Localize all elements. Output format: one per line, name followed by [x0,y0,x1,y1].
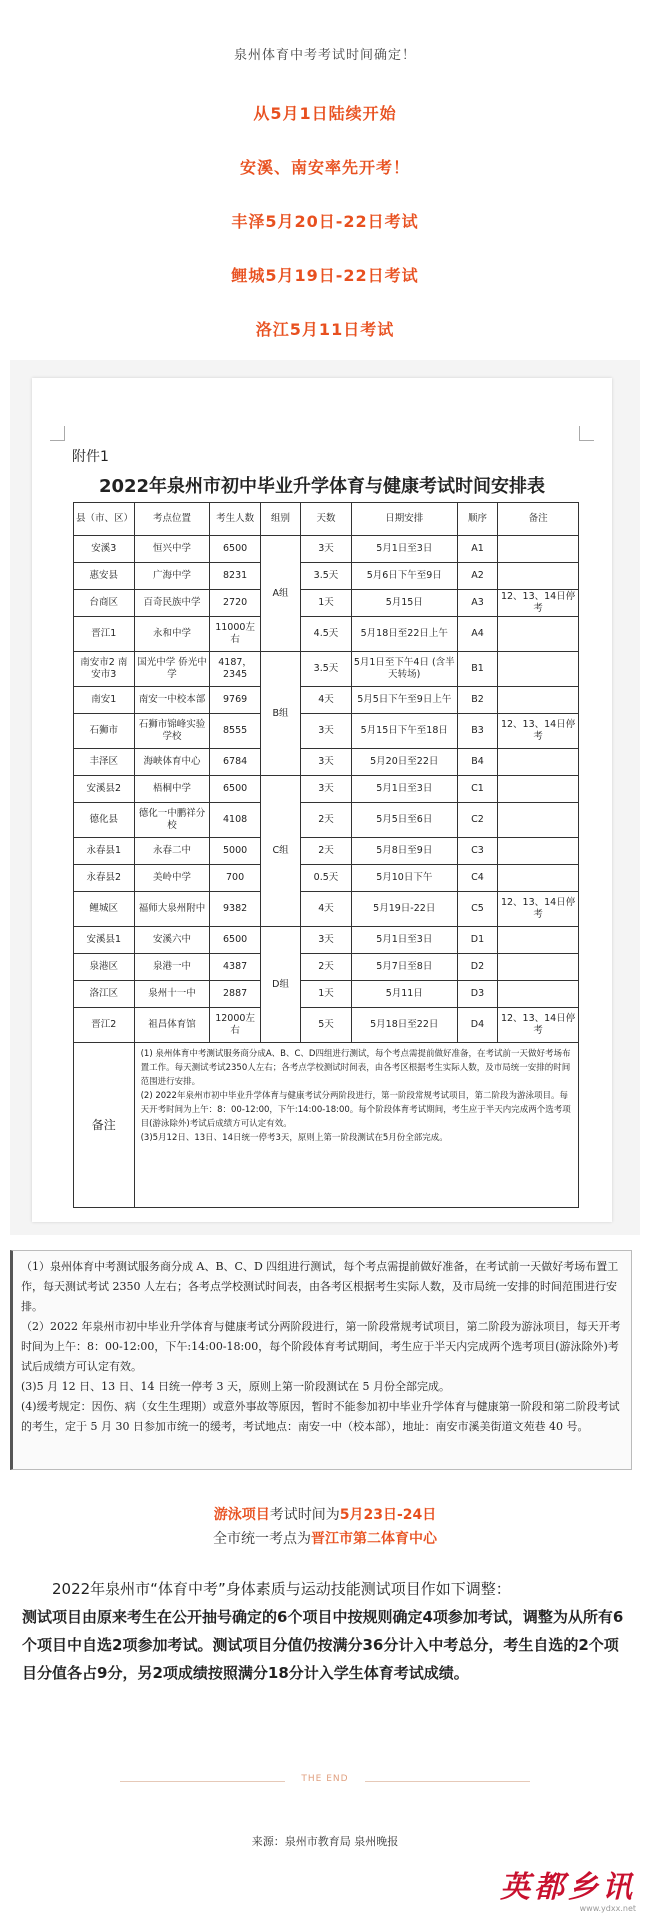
days-cell: 3.5天 [301,652,352,687]
col-header: 考生人数 [210,503,261,536]
county-cell: 安溪县2 [74,776,135,803]
document-page [32,378,612,1222]
headline-4: 鲤城5月19日-22日考试 [231,266,419,285]
table-row [74,590,579,617]
table-row [74,927,579,954]
table-row [74,838,579,865]
headline-3: 丰泽5月20日-22日考试 [231,212,419,231]
count-cell: 9769 [210,687,261,714]
count-cell: 9382 [210,892,261,927]
swim-label: 考试时间为 [269,1507,340,1523]
intro-text: 泉州体育中考考试时间确定！ [233,48,416,63]
count-cell: 700 [210,865,261,892]
group-cell: D组 [260,927,300,1043]
county-cell: 台商区 [74,590,135,617]
notes-box [10,1250,632,1470]
order-cell: A2 [457,563,497,590]
table-row [74,617,579,652]
date-cell: 5月6日下午至9日 [351,563,457,590]
date-cell: 5月1日至下午4日 (含半天转场) [351,652,457,687]
group-cell: A组 [260,536,300,652]
swim-venue: 晋江市第二体育中心 [311,1531,437,1547]
corner-mark [579,426,594,441]
order-cell: C5 [457,892,497,927]
table-row [74,687,579,714]
date-cell: 5月5日至6日 [351,803,457,838]
county-cell: 丰泽区 [74,749,135,776]
site-cell: 泉港一中 [134,954,210,981]
table-row [74,865,579,892]
count-cell: 2720 [210,590,261,617]
count-cell: 5000 [210,838,261,865]
note-cell [498,776,579,803]
days-cell: 5天 [301,1008,352,1043]
date-cell: 5月11日 [351,981,457,1008]
site-cell: 恒兴中学 [134,536,210,563]
date-cell: 5月19日-22日 [351,892,457,927]
days-cell: 4.5天 [301,617,352,652]
date-cell: 5月1日至3日 [351,927,457,954]
county-cell: 德化县 [74,803,135,838]
end-divider [120,1774,530,1788]
col-header: 组别 [260,503,300,536]
table-row [74,892,579,927]
table-row [74,652,579,687]
note-cell [498,838,579,865]
table-row [74,563,579,590]
date-cell: 5月1日至3日 [351,776,457,803]
order-cell: B3 [457,714,497,749]
county-cell: 鲤城区 [74,892,135,927]
order-cell: B4 [457,749,497,776]
site-cell: 永春二中 [134,838,210,865]
note-cell [498,536,579,563]
order-cell: A3 [457,590,497,617]
table-row [74,776,579,803]
col-header: 备注 [498,503,579,536]
order-cell: D4 [457,1008,497,1043]
note-cell: 12、13、14日停考 [498,590,579,617]
note-item: （2）2022 年泉州市初中毕业升学体育与健康考试分两阶段进行，第一阶段常规考试项目，第二阶段为游泳项目，每天开考时间为上午：8：00-12:00，下午:14:00-18:00，每个阶段体育考试期间，考生应于半天内完成两个选考项目(游泳除外)考试后成绩方可认定有效。 [21,1320,621,1373]
logo-url: www.ydxx.net [579,1904,636,1913]
days-cell: 3天 [301,749,352,776]
note-cell [498,749,579,776]
days-cell: 3天 [301,776,352,803]
date-cell: 5月1日至3日 [351,536,457,563]
note-cell [498,927,579,954]
days-cell: 1天 [301,590,352,617]
site-cell: 德化一中鹏祥分校 [134,803,210,838]
note-cell [498,865,579,892]
note-cell [498,954,579,981]
table-row [74,803,579,838]
date-cell: 5月8日至9日 [351,838,457,865]
group-cell: B组 [260,652,300,776]
note-cell [498,687,579,714]
note-cell [498,563,579,590]
remark-row [74,1043,579,1208]
days-cell: 3天 [301,927,352,954]
table-row [74,714,579,749]
remark-line: (3)5月12日、13日、14日统一停考3天，原则上第一阶段测试在5月份全部完成。 [140,1133,448,1143]
headline-2: 安溪、南安率先开考！ [239,158,410,177]
site-cell: 石狮市锦峰实验学校 [134,714,210,749]
site-cell: 祖昌体育馆 [134,1008,210,1043]
count-cell: 2887 [210,981,261,1008]
date-cell: 5月15日 [351,590,457,617]
count-cell: 8231 [210,563,261,590]
site-cell: 国光中学 侨光中学 [134,652,210,687]
adjust-detail: 测试项目由原来考生在公开抽号确定的6个项目中按规则确定4项参加考试，调整为从所有6个项目中自选2项参加考试。测试项目分值仍按满分36分计入中考总分，考生自选的2个项目分值各占9分，另2项成绩按照满分18分计入学生体育考试成绩。 [22,1608,624,1682]
order-cell: A1 [457,536,497,563]
date-cell: 5月10日下午 [351,865,457,892]
table-row [74,536,579,563]
swim-info [0,1503,650,1551]
document-title: 2022年泉州市初中毕业升学体育与健康考试时间安排表 [98,476,546,497]
count-cell: 4187， 2345 [210,652,261,687]
site-cell: 海峡体育中心 [134,749,210,776]
table-row [74,981,579,1008]
schedule-document-image [10,360,640,1235]
count-cell: 12000左右 [210,1008,261,1043]
days-cell: 3天 [301,714,352,749]
note-cell: 12、13、14日停考 [498,714,579,749]
site-cell: 广海中学 [134,563,210,590]
count-cell: 11000左右 [210,617,261,652]
swim-item: 游泳项目 [213,1507,270,1523]
order-cell: C1 [457,776,497,803]
col-header: 天数 [301,503,352,536]
adjustment-paragraph [22,1575,628,1687]
site-cell: 福师大泉州附中 [134,892,210,927]
table-row [74,954,579,981]
headline-5: 洛江5月11日考试 [255,320,395,339]
remark-label: 备注 [74,1043,135,1208]
source-credit: 来源：泉州市教育局 泉州晚报 [251,1835,399,1848]
days-cell: 2天 [301,838,352,865]
county-cell: 惠安县 [74,563,135,590]
site-cell: 永和中学 [134,617,210,652]
order-cell: C2 [457,803,497,838]
note-item: (4)缓考规定：因伤、病（女生生理期）或意外事故等原因，暂时不能参加初中毕业升学体育与健康第一阶段和第二阶段考试的考生，定于 5 月 30 日参加市统一的缓考，考试地点：南安一中（校本部），地址：南安市溪美街道文苑巷 40 号。 [21,1400,620,1433]
days-cell: 2天 [301,803,352,838]
table-header-row [74,503,579,536]
col-header: 县（市、区） [74,503,135,536]
note-item: （1）泉州体育中考测试服务商分成 A、B、C、D 四组进行测试，每个考点需提前做好准备，在考试前一天做好考场布置工作，每天测试考试 2350 人左右；各考点学校测试时间表，由各考区根据考生实际人数，及市局统一安排的时间范围进行安排。 [21,1260,619,1313]
county-cell: 泉港区 [74,954,135,981]
county-cell: 南安1 [74,687,135,714]
county-cell: 南安市2 南安市3 [74,652,135,687]
county-cell: 永春县1 [74,838,135,865]
order-cell: C3 [457,838,497,865]
site-cell: 安溪六中 [134,927,210,954]
county-cell: 安溪3 [74,536,135,563]
county-cell: 永春县2 [74,865,135,892]
days-cell: 1天 [301,981,352,1008]
date-cell: 5月20日至22日 [351,749,457,776]
logo-text: 英都乡讯 [500,1870,636,1905]
order-cell: D3 [457,981,497,1008]
site-logo [500,1862,636,1913]
days-cell: 4天 [301,687,352,714]
county-cell: 洛江区 [74,981,135,1008]
end-text: THE END [301,1774,349,1784]
site-cell: 泉州十一中 [134,981,210,1008]
date-cell: 5月18日至22日 [351,1008,457,1043]
date-cell: 5月15日下午至18日 [351,714,457,749]
days-cell: 3天 [301,536,352,563]
remark-line: (2) 2022年泉州市初中毕业升学体育与健康考试分两阶段进行，第一阶段常规考试项目，第二阶段为游泳项目。每天开考时间为上午：8：00-12:00，下午:14:00-18:00。每个阶段体育考试期间，考生应于半天内完成两个选考项目(游泳除外)考试后成绩方可认定有效。 [140,1091,571,1129]
county-cell: 晋江2 [74,1008,135,1043]
remark-line: (1) 泉州体育中考测试服务商分成A、B、C、D四组进行测试，每个考点需提前做好准备，在考试前一天做好考场布置工作。每天测试考试2350人左右；各考点学校测试时间表，由各考区根据考生实际人数，及市局统一安排的时间范围进行安排。 [140,1049,571,1087]
order-cell: C4 [457,865,497,892]
swim-venue-label: 全市统一考点为 [213,1531,311,1547]
note-cell [498,652,579,687]
date-cell: 5月18日至22日上午 [351,617,457,652]
count-cell: 4108 [210,803,261,838]
order-cell: D2 [457,954,497,981]
site-cell: 南安一中校本部 [134,687,210,714]
note-cell [498,617,579,652]
note-cell: 12、13、14日停考 [498,1008,579,1043]
days-cell: 0.5天 [301,865,352,892]
group-cell: C组 [260,776,300,927]
note-cell [498,803,579,838]
days-cell: 2天 [301,954,352,981]
corner-mark [50,426,65,441]
count-cell: 6500 [210,776,261,803]
order-cell: B2 [457,687,497,714]
count-cell: 6500 [210,927,261,954]
site-cell: 美岭中学 [134,865,210,892]
date-cell: 5月7日至8日 [351,954,457,981]
county-cell: 安溪县1 [74,927,135,954]
date-cell: 5月5日下午至9日上午 [351,687,457,714]
order-cell: D1 [457,927,497,954]
table-row [74,1008,579,1043]
count-cell: 4387 [210,954,261,981]
days-cell: 3.5天 [301,563,352,590]
remark-text [134,1043,578,1208]
note-cell: 12、13、14日停考 [498,892,579,927]
col-header: 顺序 [457,503,497,536]
adjust-intro: 2022年泉州市“体育中考”身体素质与运动技能测试项目作如下调整： [52,1580,511,1598]
county-cell: 晋江1 [74,617,135,652]
col-header: 考点位置 [134,503,210,536]
order-cell: B1 [457,652,497,687]
count-cell: 6500 [210,536,261,563]
swim-dates: 5月23日-24日 [339,1507,437,1523]
table-row [74,749,579,776]
count-cell: 8555 [210,714,261,749]
col-header: 日期安排 [351,503,457,536]
count-cell: 6784 [210,749,261,776]
site-cell: 梧桐中学 [134,776,210,803]
county-cell: 石狮市 [74,714,135,749]
order-cell: A4 [457,617,497,652]
note-item: (3)5 月 12 日、13 日、14 日统一停考 3 天，原则上第一阶段测试在 5 月份全部完成。 [21,1380,451,1393]
days-cell: 4天 [301,892,352,927]
schedule-table [73,502,579,1208]
site-cell: 百奇民族中学 [134,590,210,617]
annex-label: 附件1 [72,449,109,465]
note-cell [498,981,579,1008]
headline-1: 从5月1日陆续开始 [253,104,397,123]
